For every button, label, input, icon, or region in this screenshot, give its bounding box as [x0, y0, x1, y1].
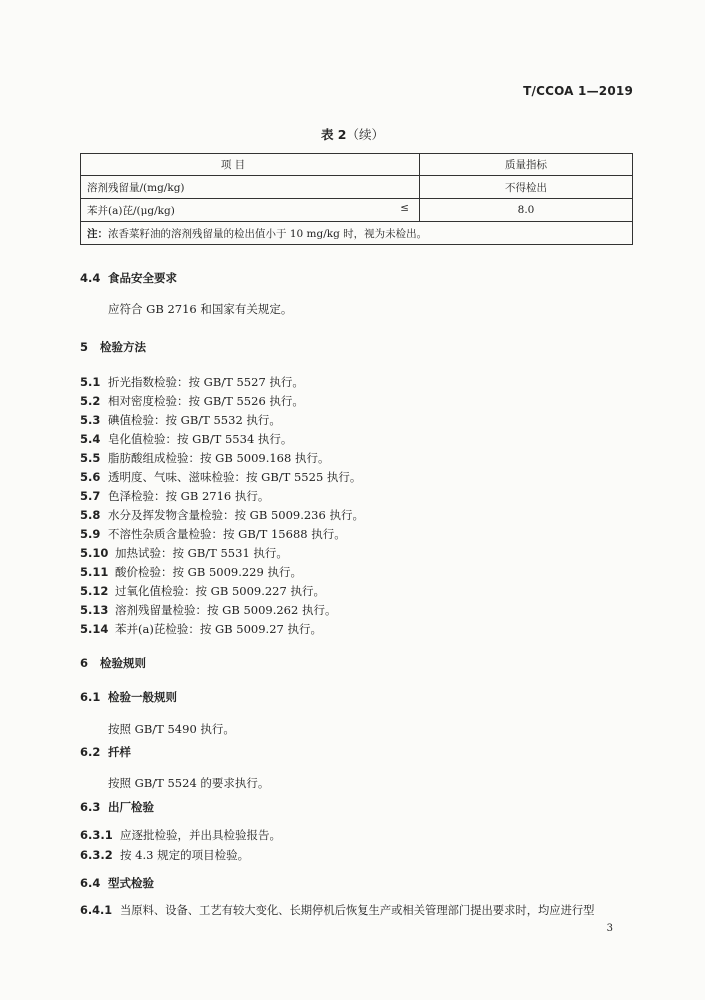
- item-number: 5.9: [80, 527, 101, 541]
- section-title: 检验一般规则: [108, 690, 177, 704]
- table-note-row: [81, 222, 633, 245]
- list-item: [80, 545, 288, 561]
- list-item: [80, 621, 322, 637]
- row-operator: ≤: [400, 202, 409, 214]
- section-title: 检验规则: [100, 656, 146, 670]
- section-title: 型式检验: [108, 876, 154, 890]
- section-title: 出厂检验: [108, 800, 154, 814]
- list-item: [80, 564, 302, 580]
- item-number: 5.1: [80, 375, 101, 389]
- list-item: [80, 847, 249, 863]
- section-text-6-1: 按照 GB/T 5490 执行。: [108, 722, 235, 736]
- section-heading-4-4: [80, 270, 177, 286]
- item-number: 5.8: [80, 508, 101, 522]
- section-heading-6-1: [80, 689, 177, 705]
- item-number: 5.13: [80, 603, 109, 617]
- item-text: 透明度、气味、滋味检验：按 GB/T 5525 执行。: [108, 470, 362, 484]
- item-text: 酸价检验：按 GB 5009.229 执行。: [115, 565, 302, 579]
- note-text: 浓香菜籽油的溶剂残留量的检出值小于 10 mg/kg 时，视为未检出。: [108, 227, 428, 240]
- section-number: 6.2: [80, 745, 101, 759]
- section-text-4-4: 应符合 GB 2716 和国家有关规定。: [108, 302, 293, 316]
- table-title: [0, 125, 705, 143]
- table-note: [81, 222, 633, 245]
- list-item: [80, 450, 329, 466]
- section-number: 6: [80, 656, 89, 670]
- item-number: 5.6: [80, 470, 101, 484]
- row-item-label: 溶剂残留量/(mg/kg): [87, 181, 185, 194]
- item-text: 过氧化值检验：按 GB 5009.227 执行。: [115, 584, 325, 598]
- header-item: 项 目: [81, 154, 420, 176]
- item-number: 6.4.1: [80, 904, 113, 917]
- list-item: [80, 488, 269, 504]
- item-number: 5.3: [80, 413, 101, 427]
- section-title: 食品安全要求: [108, 271, 177, 285]
- item-text: 加热试验：按 GB/T 5531 执行。: [115, 546, 288, 560]
- section-text-6-2: 按照 GB/T 5524 的要求执行。: [108, 776, 270, 790]
- item-text: 应逐批检验，并出具检验报告。: [120, 828, 281, 842]
- item-number: 5.7: [80, 489, 101, 503]
- page-number: 3: [606, 923, 613, 934]
- item-text: 按 4.3 规定的项目检验。: [120, 848, 250, 862]
- row-value: 不得检出: [420, 176, 633, 199]
- item-number: 5.4: [80, 432, 101, 446]
- list-item: [80, 431, 292, 447]
- section-heading-5: [80, 339, 146, 355]
- table-title-suffix: （续）: [346, 127, 385, 142]
- section-number: 5: [80, 340, 89, 354]
- item-text: 折光指数检验：按 GB/T 5527 执行。: [108, 375, 304, 389]
- item-text: 当原料、设备、工艺有较大变化、长期停机后恢复生产或相关管理部门提出要求时，均应进行型: [120, 904, 595, 917]
- item-text: 皂化值检验：按 GB/T 5534 执行。: [108, 432, 293, 446]
- item-number: 5.12: [80, 584, 109, 598]
- item-text: 溶剂残留量检验：按 GB 5009.262 执行。: [115, 603, 337, 617]
- section-number: 6.4: [80, 876, 101, 890]
- item-text: 相对密度检验：按 GB/T 5526 执行。: [108, 394, 304, 408]
- table-row: [81, 199, 633, 222]
- section-heading-6-3: [80, 799, 154, 815]
- row-value: 8.0: [420, 199, 633, 222]
- list-item: [80, 827, 281, 843]
- list-item: [80, 903, 594, 919]
- list-item: [80, 526, 346, 542]
- item-text: 碘值检验：按 GB/T 5532 执行。: [108, 413, 281, 427]
- item-number: 5.14: [80, 622, 109, 636]
- list-item: [80, 583, 325, 599]
- section-number: 4.4: [80, 271, 101, 285]
- section-heading-6-2: [80, 744, 131, 760]
- row-item: [81, 176, 420, 199]
- item-text: 水分及挥发物含量检验：按 GB 5009.236 执行。: [108, 508, 364, 522]
- header-value: 质量指标: [420, 154, 633, 176]
- item-number: 6.3.1: [80, 828, 113, 842]
- table-header-row: [81, 154, 633, 176]
- table-row: [81, 176, 633, 199]
- item-number: 5.5: [80, 451, 101, 465]
- item-number: 5.2: [80, 394, 101, 408]
- section-title: 检验方法: [100, 340, 146, 354]
- list-item: [80, 602, 336, 618]
- item-number: 6.3.2: [80, 848, 113, 862]
- section-number: 6.3: [80, 800, 101, 814]
- list-item: [80, 374, 304, 390]
- item-text: 脂肪酸组成检验：按 GB 5009.168 执行。: [108, 451, 330, 465]
- row-item: [81, 199, 420, 222]
- item-text: 色泽检验：按 GB 2716 执行。: [108, 489, 270, 503]
- standard-code: T/CCOA 1—2019: [523, 84, 633, 98]
- item-text: 不溶性杂质含量检验：按 GB/T 15688 执行。: [108, 527, 346, 541]
- section-title: 扦样: [108, 745, 131, 759]
- section-number: 6.1: [80, 690, 101, 704]
- quality-spec-table: [80, 153, 633, 245]
- list-item: [80, 507, 364, 523]
- list-item: [80, 393, 304, 409]
- section-heading-6-4: [80, 875, 154, 891]
- row-item-label: 苯并(a)芘/(μg/kg): [87, 204, 175, 217]
- list-item: [80, 469, 361, 485]
- list-item: [80, 412, 281, 428]
- note-label: 注：: [87, 227, 108, 240]
- item-number: 5.11: [80, 565, 109, 579]
- section-heading-6: [80, 655, 146, 671]
- item-number: 5.10: [80, 546, 109, 560]
- table-title-label: 表 2: [320, 127, 347, 142]
- item-text: 苯并(a)芘检验：按 GB 5009.27 执行。: [115, 622, 322, 636]
